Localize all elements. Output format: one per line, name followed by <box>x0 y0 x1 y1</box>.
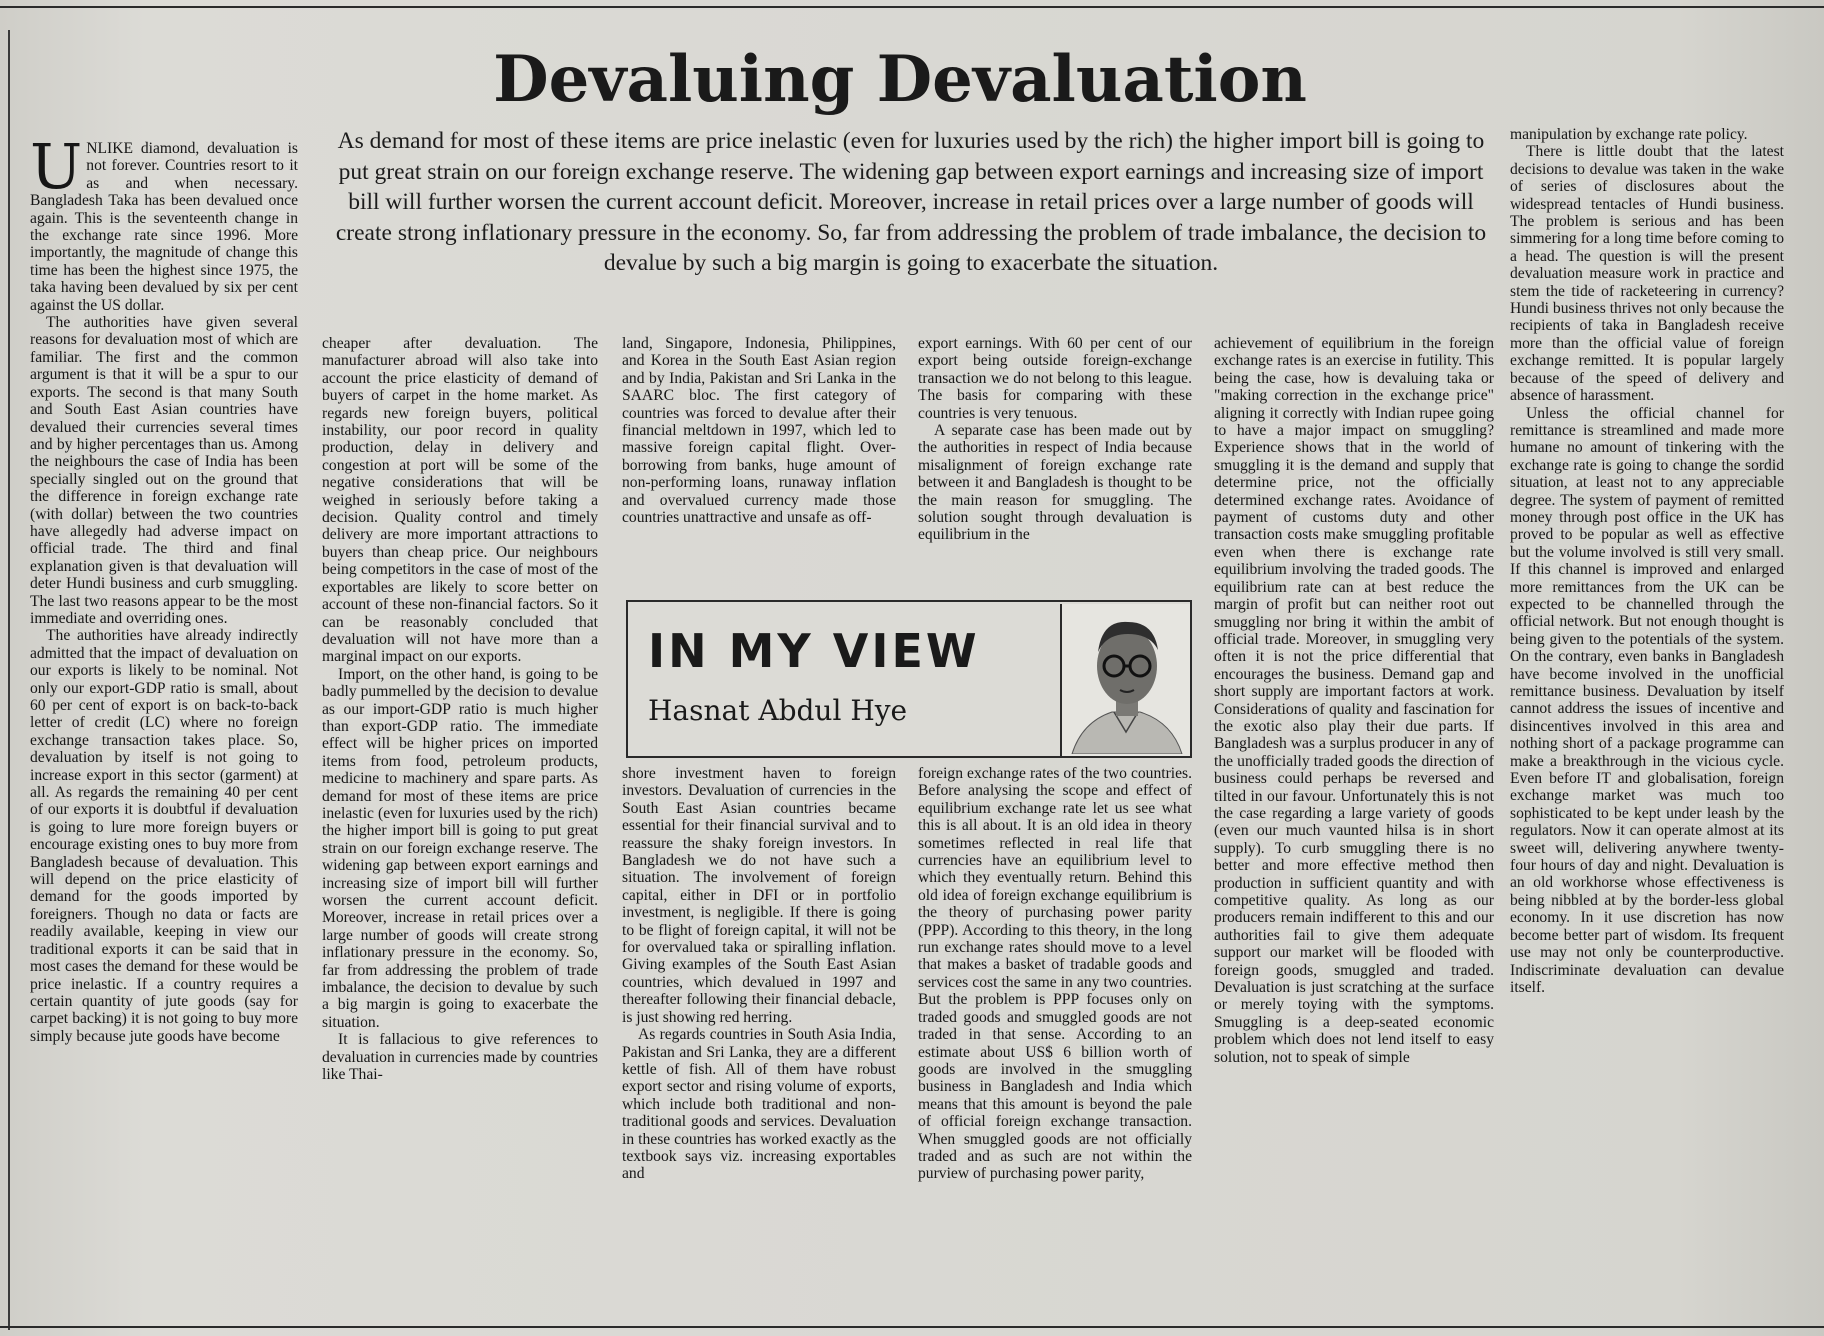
lead-text: diamond, devaluation is not forever. Countries resort to it as and when necessary. Bangladesh Taka has been devalued once again. This is the seventeenth change in the exchange rate since 1996. More importantly, the magnitude of change this time has been the highest since 1975, the taka having been devalued by six per cent against the US dollar. <box>30 140 298 314</box>
paragraph: cheaper after devaluation. The manufacturer abroad will also take into account the price elasticity of demand of buyers of carpet in the home market. As regards new foreign buyers, political instability, our poor record in quality production, delay in delivery and congestion at port will be some of the negative considerations that will be weighed in seriously before taking a decision. Quality control and timely delivery are more important attractions to buyers than cheap price. Our neighbours being competitors in the case of most of the exportables are likely to score better on account of these non-financial factors. So it can be reasonably concluded that devaluation will not have more than a marginal impact on our exports. <box>322 335 598 666</box>
column-4-top <box>918 335 1192 590</box>
paragraph: achievement of equilibrium in the foreign exchange rates is an exercise in futility. This being the case, how is devaluing taka or "making correction in the exchange price" aligning it correctly with Indian rupee going to have a major impact on smuggling? Experience shows that in the world of smuggling it is the demand and supply that determine price, not the officially determined exchange rates. Avoidance of payment of customs duty and other transaction costs make smuggling profitable even when there is exchange rate equilibrium involving the traded goods. The equilibrium rate can at best reduce the margin of profit but can neither root out smuggling nor bring it within the ambit of official trade. Moreover, in smuggling very often it is not the price differential that encourages the business. Demand gap and short supply are important factors at work. Considerations of quality and fascination for the exotic also play their due parts. If Bangladesh was a surplus producer in any of the unofficially traded goods the direction of business could perhaps be reversed and tilted in our favour. Unfortunately this is not the case regarding a large variety of goods (even our much vaunted hilsa is in short supply). To curb smuggling there is no better and more effective method then production in sufficient quantity and with competitive quality. As long as our producers remain indifferent to this and our authorities fail to give them adequate support our market will be flooded with foreign goods, smuggled and traded. Devaluation is just scratching at the surface or merely toying with the symptoms. Smuggling is a deep-seated economic problem which does not lend itself to easy solution, not to speak of simple <box>1214 335 1494 1066</box>
paragraph: foreign exchange rates of the two countries. Before analysing the scope and effect of equilibrium exchange rate let us see what this is all about. It is an old idea in theory sometimes reflected in real life that currencies have an equilibrium level to which they eventually return. Behind this old idea of foreign exchange equilibrium is the theory of purchasing power parity (PPP). According to this theory, in the long run exchange rates should move to a level that makes a basket of tradable goods and services cost the same in any two countries. But the problem is PPP focuses only on traded goods and smuggled goods are not traded in that sense. According to an estimate about US$ 6 billion worth of goods are involved in the smuggling business in Bangladesh and India which means that this amount is beyond the pale of official foreign exchange transaction. When smuggled goods are not officially traded and as such are not within the purview of purchasing power parity, <box>918 765 1192 1183</box>
column-4-bottom <box>918 765 1192 1320</box>
column-5 <box>1214 335 1494 1320</box>
paragraph: export earnings. With 60 per cent of our export being outside foreign-exchange transaction we do not belong to this league. The basis for comparing with these countries is very tenuous. <box>918 335 1192 422</box>
column-3-top <box>622 335 896 590</box>
column-2 <box>322 335 598 1320</box>
paragraph: Import, on the other hand, is going to be badly pummelled by the decision to devalue as our import-GDP ratio is much higher than export-GDP ratio. The immediate effect will be higher prices on imported items from food, petroleum products, medicine to machinery and spare parts. As demand for most of these items are price inelastic (even for luxuries used by the rich) the higher import bill is going to put great strain on our foreign exchange reserve. The widening gap between export earnings and increasing size of import bill will further worsen the current account deficit. Moreover, increase in retail prices over a large number of goods will create strong inflationary pressure in the economy. So, far from addressing the problem of trade imbalance, the decision to devalue by such a big margin is going to exacerbate the situation. <box>322 665 598 1031</box>
column-6 <box>1510 126 1784 1320</box>
paragraph: Unless the official channel for remittance is streamlined and made more humane no amount of tinkering with the exchange rate is going to change the sordid situation, at least not to any appreciable degree. The system of payment of remitted money through post office in the UK has proved to be popular as well as effective but the volume involved is still very small. If this channel is improved and enlarged more remittances from the UK can be expected to be channelled through the official network. But not enough thought is being given to the potentials of the system. On the contrary, even banks in Bangladesh have become involved in the unofficial remittance business. Devaluation by itself cannot address the issues of incentive and disincentives involved in this area and nothing short of a package programme can make a breakthrough in the vicious cycle. Even before IT and globalisation, foreign exchange market was much too sophisticated to be kept under leash by the regulators. Now it can operate almost at its sweet will, delivering anywhere twenty-four hours of day and night. Devaluation is an old workhorse whose effectiveness is being nibbled at by the border-less global economy. In it use discretion has now become better part of wisdom. Its frequent use may not only be counterproductive. Indiscriminate devaluation can devalue itself. <box>1510 404 1784 996</box>
headline: Devaluing Devaluation <box>493 42 1307 117</box>
top-rule <box>0 6 1824 8</box>
paragraph: land, Singapore, Indonesia, Philippines, and Korea in the South East Asian region and by India, Pakistan and Sri Lanka in the SAARC bloc. The first category of countries was forced to devalue after their financial meltdown in 1997, which led to massive foreign capital flight. Over-borrowing from banks, huge amount of non-performing loans, runaway inflation and overvalued currency made those countries unattractive and unsafe as off- <box>622 335 896 527</box>
column-1 <box>30 140 298 1320</box>
author-name: Hasnat Abdul Hye <box>648 694 908 727</box>
lead-paragraph <box>30 140 298 314</box>
paragraph: It is fallacious to give references to devaluation in currencies made by countries like Thai- <box>322 1031 598 1084</box>
pull-quote: As demand for most of these items are price inelastic (even for luxuries used by the rich) the higher import bill is going to put great strain on our foreign exchange reserve. The widening gap between export earnings and increasing size of import bill will further worsen the current account deficit. Moreover, increase in retail prices over a large number of goods will create strong inflationary pressure in the economy. So, far from addressing the problem of trade imbalance, the decision to devalue by such a big margin is going to exacerbate the situation. <box>335 128 1487 276</box>
lead-caps: NLIKE <box>86 140 134 157</box>
paragraph: As regards countries in South Asia India, Pakistan and Sri Lanka, they are a different kettle of fish. All of them have robust export sector and rising volume of exports, which include both traditional and non-traditional goods and services. Devaluation in these countries has worked exactly as the textbook says viz. increasing exportables and <box>622 1026 896 1183</box>
paragraph: manipulation by exchange rate policy. <box>1510 126 1748 143</box>
in-my-view-box <box>626 600 1192 758</box>
bottom-rule <box>0 1326 1824 1328</box>
portrait-illustration <box>1062 604 1190 754</box>
column-3-bottom <box>622 765 896 1320</box>
paragraph: There is little doubt that the latest decisions to devalue was taken in the wake of series of disclosures about the widespread tentacles of Hundi business. The problem is serious and has been simmering for a long time before coming to a head. The question is will the present devaluation measure work in practice and stem the tide of racketeering in currency? Hundi business thrives not only because the recipients of taka in Bangladesh receive more than the official value of foreign exchange remitted. It is popular largely because of the speed of delivery and absence of harassment. <box>1510 143 1784 405</box>
paragraph: The authorities have given several reasons for devaluation most of which are familiar. The first and the common argument is that it will be a spur to our exports. The second is that many South and South East Asian countries have devalued their currencies several times and by higher percentages than us. Among the neighbours the case of India has been specially singled out on the ground that the difference in foreign exchange rate (with dollar) between the two countries have allegedly had adverse impact on official trade. The third and final explanation given is that devaluation will deter Hundi business and curb smuggling. The last two reasons appear to be the most immediate and overriding ones. <box>30 314 298 627</box>
paragraph: shore investment haven to foreign investors. Devaluation of currencies in the South East Asian countries became essential for their financial survival and to reassure the shaky foreign investors. In Bangladesh we do not have such a situation. The involvement of foreign capital, either in DFI or in portfolio investment, is negligible. If there is going to be flight of foreign capital, it will not be for overvalued taka or spiralling inflation. Giving examples of the South East Asian countries, which devalued in 1997 and thereafter following their financial debacle, is just showing red herring. <box>622 765 896 1026</box>
author-portrait <box>1060 604 1190 756</box>
drop-cap: U <box>30 140 83 203</box>
paragraph: The authorities have already indirectly admitted that the impact of devaluation on our exports is likely to be nominal. Not only our export-GDP ratio is small, about 60 per cent of export is on back-to-back letter of credit (LC) where no foreign exchange transaction takes place. So, devaluation by itself is not going to increase export in this sector (garment) at all. As regards the remaining 40 per cent of our exports it is doubtful if devaluation is going to lure more foreign buyers or encourage existing ones to buy more from Bangladesh because of devaluation. This will depend on the price elasticity of demand for the goods imported by foreigners. Though no data or facts are readily available, keeping in view our traditional exports it can be said that in most cases the demand for these would be price inelastic. If a country requires a certain quantity of jute goods (say for carpet backing) it is not going to buy more simply because jute goods have become <box>30 627 298 1045</box>
left-rule <box>8 30 10 1330</box>
paragraph: A separate case has been made out by the authorities in respect of India because misalignment of foreign exchange rate between it and Bangladesh is thought to be the main reason for smuggling. The solution sought through devaluation is equilibrium in the <box>918 422 1192 544</box>
column-label: IN MY VIEW <box>648 624 980 678</box>
